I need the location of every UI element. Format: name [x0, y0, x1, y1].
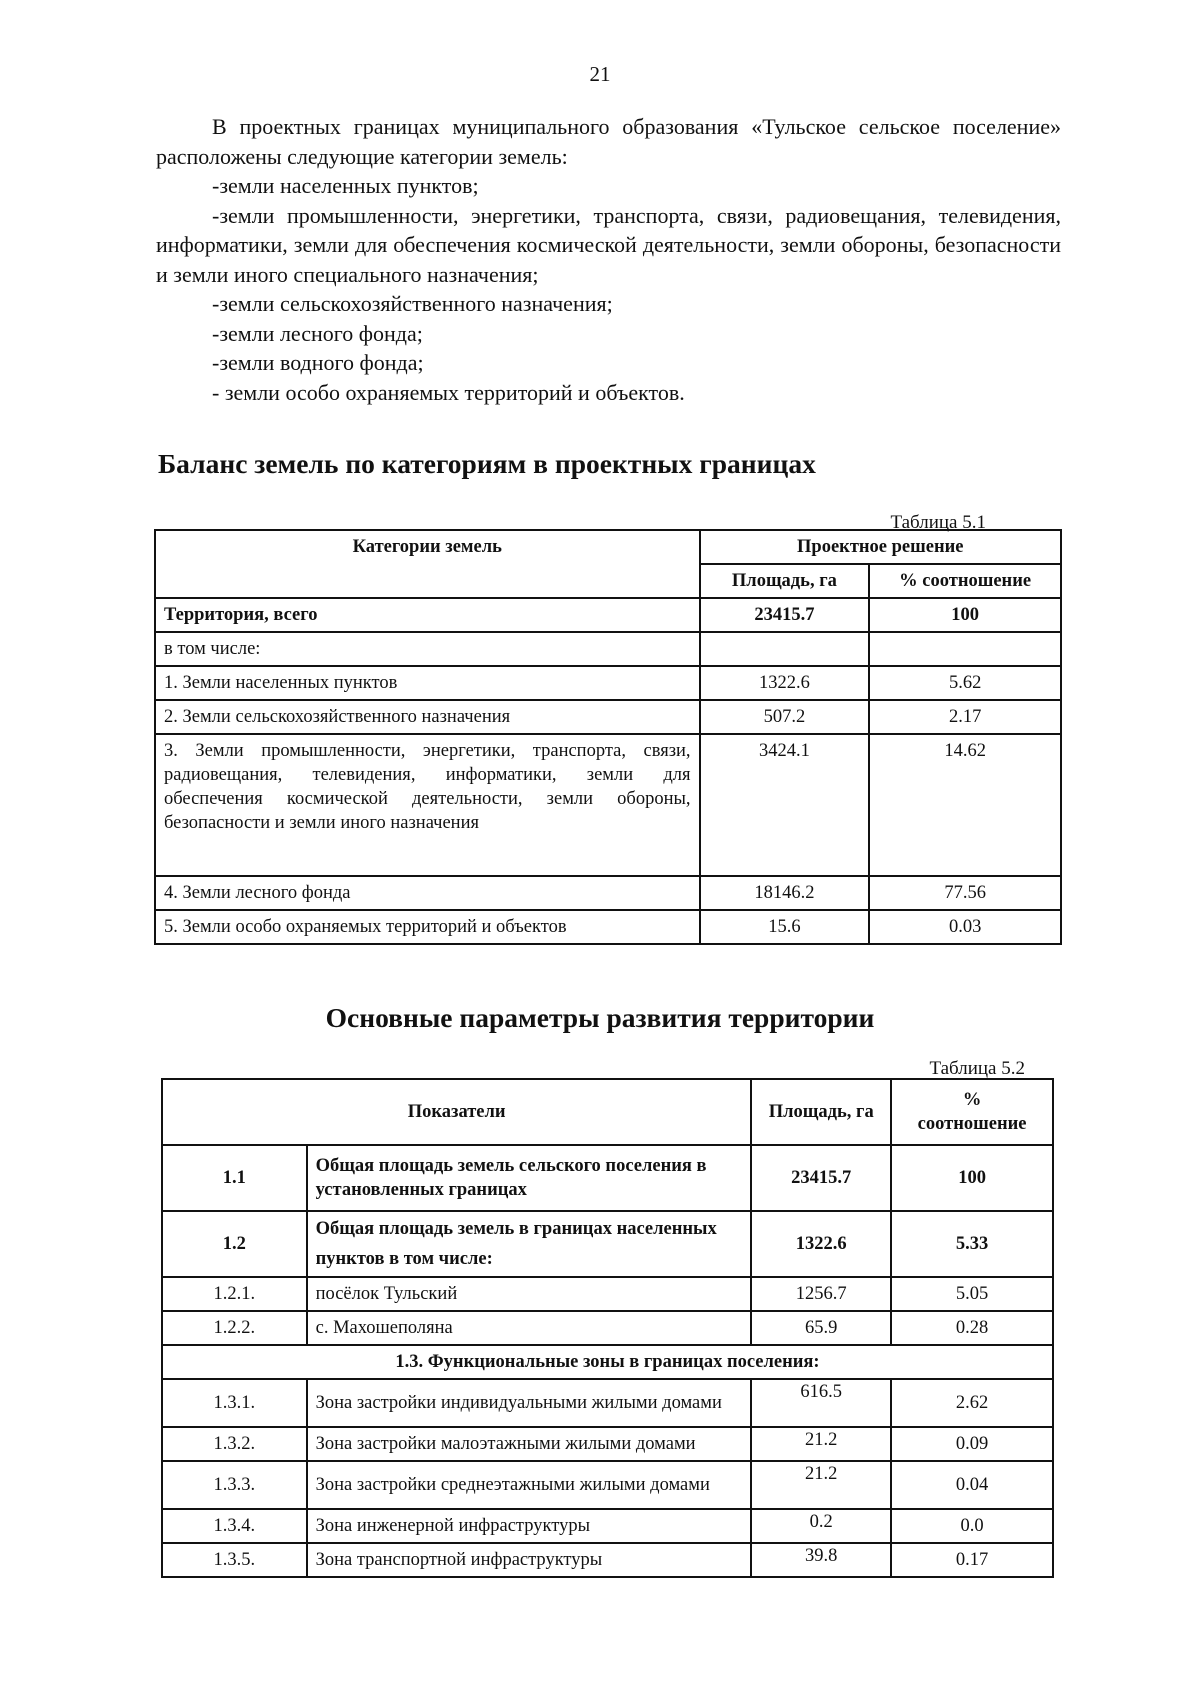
header-percent-word: соотношение: [917, 1114, 1027, 1134]
row-percent: 0.03: [869, 910, 1061, 944]
table-row: [162, 1379, 1053, 1427]
row-number: 1.1: [162, 1145, 307, 1211]
page-number: 21: [589, 62, 611, 86]
row-number: 1.3.4.: [162, 1509, 307, 1543]
header-percent: % соотношение: [869, 564, 1061, 598]
row-area: 39.8: [751, 1543, 891, 1577]
table2-caption: Таблица 5.2: [929, 1058, 1025, 1079]
table-row: [155, 632, 1061, 666]
row-number: 1.3.1.: [162, 1379, 307, 1427]
table-row: [155, 666, 1061, 700]
land-balance-table: [154, 529, 1062, 945]
row-percent: 5.33: [891, 1211, 1053, 1277]
total-area: 23415.7: [700, 598, 870, 632]
header-percent: [891, 1079, 1053, 1145]
row-number: 1.2: [162, 1211, 307, 1277]
table-row: [155, 700, 1061, 734]
row-area: 616.5: [751, 1379, 891, 1427]
table1-caption: Таблица 5.1: [890, 512, 986, 533]
table2-heading: Основные параметры развития территории: [325, 1002, 875, 1033]
row-label: Зона инженерной инфраструктуры: [307, 1509, 752, 1543]
row-label: Зона транспортной инфраструктуры: [307, 1543, 752, 1577]
table-row: [155, 876, 1061, 910]
row-number: 1.2.2.: [162, 1311, 307, 1345]
header-area: Площадь, га: [751, 1079, 891, 1145]
row-percent: 2.17: [869, 700, 1061, 734]
row-area: 1322.6: [700, 666, 870, 700]
row-percent: 100: [891, 1145, 1053, 1211]
row-percent: 0.0: [891, 1509, 1053, 1543]
row-label: 1. Земли населенных пунктов: [155, 666, 700, 700]
table-row: [155, 734, 1061, 876]
row-percent: 0.17: [891, 1543, 1053, 1577]
row-label: Зона застройки малоэтажными жилыми домами: [307, 1427, 752, 1461]
total-label: Территория, всего: [155, 598, 700, 632]
header-area: Площадь, га: [700, 564, 870, 598]
row-number: 1.3.3.: [162, 1461, 307, 1509]
table-row: [162, 1211, 1053, 1277]
row-number: 1.3.2.: [162, 1427, 307, 1461]
row-label: 4. Земли лесного фонда: [155, 876, 700, 910]
header-category: Категории земель: [155, 530, 700, 598]
row-percent: 0.28: [891, 1311, 1053, 1345]
row-number: 1.3.5.: [162, 1543, 307, 1577]
row-number: 1.2.1.: [162, 1277, 307, 1311]
row-percent: 77.56: [869, 876, 1061, 910]
table-row: [162, 1509, 1053, 1543]
header-percent-symbol: %: [962, 1090, 982, 1110]
development-parameters-table: [161, 1078, 1054, 1578]
row-percent: 0.04: [891, 1461, 1053, 1509]
row-area: 21.2: [751, 1461, 891, 1509]
row-label: 5. Земли особо охраняемых территорий и объектов: [155, 910, 700, 944]
row-area: 507.2: [700, 700, 870, 734]
header-indicators: Показатели: [162, 1079, 751, 1145]
row-area: 3424.1: [700, 734, 870, 876]
row-area: 1322.6: [751, 1211, 891, 1277]
table-row: [162, 1461, 1053, 1509]
including-label: в том числе:: [155, 632, 700, 666]
row-label: с. Махошеполяна: [307, 1311, 752, 1345]
table-row: [162, 1311, 1053, 1345]
row-area: 23415.7: [751, 1145, 891, 1211]
table-row: [162, 1543, 1053, 1577]
row-percent: 2.62: [891, 1379, 1053, 1427]
section-heading: 1.3. Функциональные зоны в границах поселения:: [162, 1345, 1053, 1379]
row-label: Зона застройки среднеэтажными жилыми домами: [307, 1461, 752, 1509]
table-row: [162, 1345, 1053, 1379]
row-area: 21.2: [751, 1427, 891, 1461]
row-area: 1256.7: [751, 1277, 891, 1311]
list-item: - земли особо охраняемых территорий и объектов.: [212, 379, 685, 405]
row-label: посёлок Тульский: [307, 1277, 752, 1311]
intro-text: [156, 112, 1061, 407]
row-percent: 0.09: [891, 1427, 1053, 1461]
list-item: -земли сельскохозяйственного назначения;: [212, 291, 613, 316]
row-label: 3. Земли промышленности, энергетики, транспорта, связи, радиовещания, телевидения, информатики, земли для обеспечения космической деятельности, земли обороны, безопасности и земли иного назначения: [155, 734, 700, 876]
table1-heading: Баланс земель по категориям в проектных границах: [158, 448, 816, 479]
row-label: Общая площадь земель сельского поселения в установленных границах: [307, 1145, 752, 1211]
list-item: -земли промышленности, энергетики, транспорта, связи, радиовещания, телевидения, информатики, земли для обеспечения космической деятельности, земли обороны, безопасности и земли иного специального назначения;: [156, 202, 1061, 287]
row-label: Общая площадь земель в границах населенных пунктов в том числе:: [307, 1211, 752, 1277]
table-row: [155, 910, 1061, 944]
row-label: Зона застройки индивидуальными жилыми домами: [307, 1379, 752, 1427]
table-row: [155, 598, 1061, 632]
intro-paragraph: В проектных границах муниципального образования «Тульское сельское поселение» расположены следующие категории земель:: [156, 114, 1061, 169]
header-decision: Проектное решение: [700, 530, 1061, 564]
list-item: -земли водного фонда;: [212, 350, 424, 375]
table-row: [162, 1277, 1053, 1311]
list-item: -земли населенных пунктов;: [212, 173, 479, 198]
row-area: 65.9: [751, 1311, 891, 1345]
row-percent: 14.62: [869, 734, 1061, 876]
row-area: 0.2: [751, 1509, 891, 1543]
row-percent: 5.05: [891, 1277, 1053, 1311]
empty-cell: [869, 632, 1061, 666]
row-label: 2. Земли сельскохозяйственного назначения: [155, 700, 700, 734]
total-percent: 100: [869, 598, 1061, 632]
table-row: [162, 1145, 1053, 1211]
list-item: -земли лесного фонда;: [212, 320, 423, 346]
row-area: 18146.2: [700, 876, 870, 910]
table-row: [162, 1427, 1053, 1461]
empty-cell: [700, 632, 870, 666]
row-area: 15.6: [700, 910, 870, 944]
row-percent: 5.62: [869, 666, 1061, 700]
